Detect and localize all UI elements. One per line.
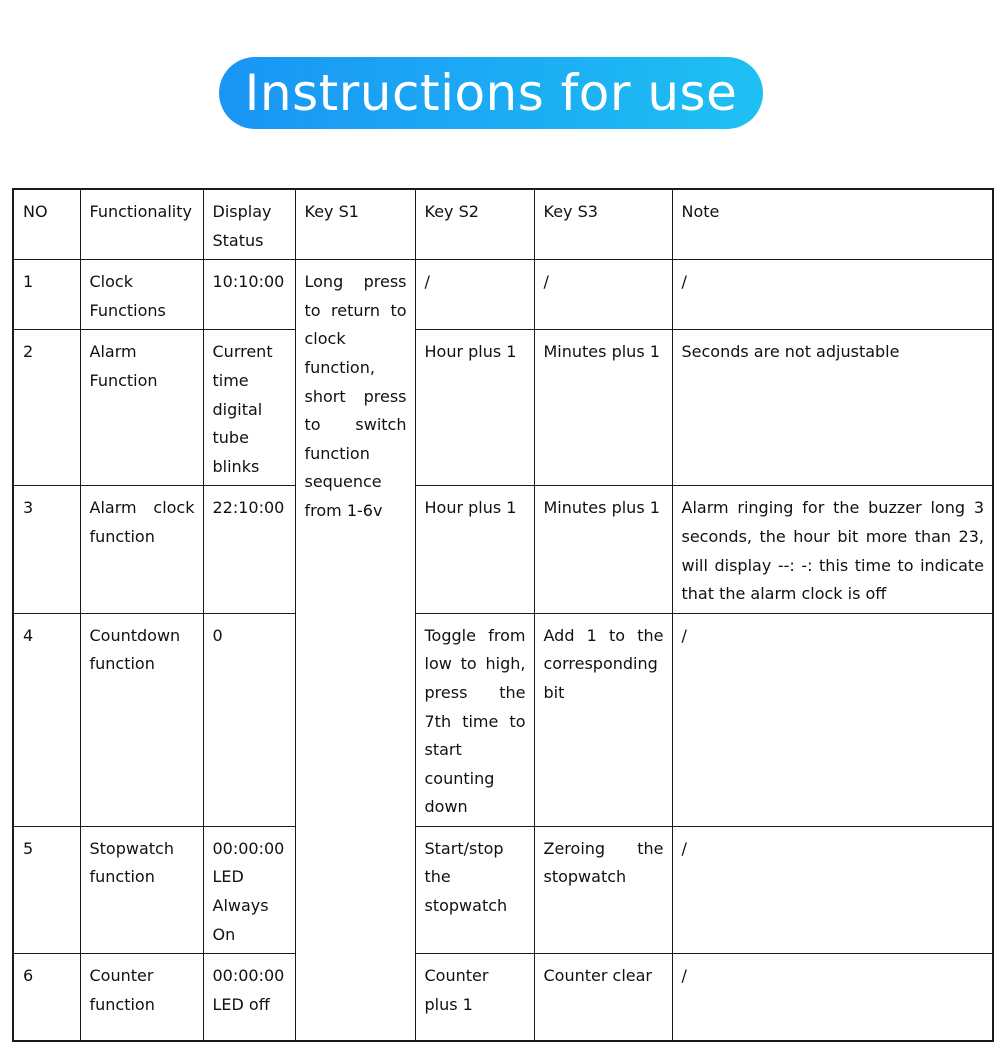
page-title: Instructions for use [244, 64, 738, 122]
cell-display-status: 00:00:00 LED Always On [203, 826, 295, 953]
header-functionality: Functionality [80, 189, 203, 260]
instructions-table [12, 188, 994, 1042]
cell-no: 2 [13, 330, 80, 486]
cell-key-s2: Toggle from low to high, press the 7th time to start counting down [415, 613, 534, 826]
cell-no: 3 [13, 486, 80, 613]
cell-note: Seconds are not adjustable [672, 330, 993, 486]
cell-note: / [672, 613, 993, 826]
cell-display-status: 10:10:00 [203, 260, 295, 330]
header-no: NO [13, 189, 80, 260]
cell-functionality: Counter function [80, 954, 203, 1041]
cell-functionality: Alarm Function [80, 330, 203, 486]
header-key-s3: Key S3 [534, 189, 672, 260]
cell-note: Alarm ringing for the buzzer long 3 seconds, the hour bit more than 23, will display --: -: this time to indicate that the alarm clock is off [672, 486, 993, 613]
cell-key-s2: Start/stop the stopwatch [415, 826, 534, 953]
header-key-s1: Key S1 [295, 189, 415, 260]
table-header-row [13, 189, 993, 260]
cell-key-s2: Hour plus 1 [415, 486, 534, 613]
cell-key-s1-merged: Long press to return to clock function, short press to switch function sequence from 1-6v [295, 260, 415, 1041]
header-display-status: Display Status [203, 189, 295, 260]
cell-functionality: Countdown function [80, 613, 203, 826]
table-row [13, 486, 993, 613]
cell-note: / [672, 826, 993, 953]
cell-no: 5 [13, 826, 80, 953]
cell-display-status: Current time digital tube blinks [203, 330, 295, 486]
cell-key-s3: Zeroing the stopwatch [534, 826, 672, 953]
cell-note: / [672, 260, 993, 330]
cell-display-status: 0 [203, 613, 295, 826]
cell-key-s3: Minutes plus 1 [534, 330, 672, 486]
table-row [13, 260, 993, 330]
cell-key-s2: Hour plus 1 [415, 330, 534, 486]
cell-key-s2: Counter plus 1 [415, 954, 534, 1041]
cell-functionality: Clock Functions [80, 260, 203, 330]
cell-key-s3: Add 1 to the corresponding bit [534, 613, 672, 826]
cell-display-status: 00:00:00 LED off [203, 954, 295, 1041]
cell-no: 1 [13, 260, 80, 330]
cell-key-s3: Counter clear [534, 954, 672, 1041]
cell-no: 6 [13, 954, 80, 1041]
table-row [13, 330, 993, 486]
cell-key-s3: / [534, 260, 672, 330]
cell-display-status: 22:10:00 [203, 486, 295, 613]
cell-key-s3: Minutes plus 1 [534, 486, 672, 613]
cell-key-s2: / [415, 260, 534, 330]
cell-no: 4 [13, 613, 80, 826]
cell-functionality: Alarm clock function [80, 486, 203, 613]
table-row [13, 613, 993, 826]
table-row [13, 826, 993, 953]
header-key-s2: Key S2 [415, 189, 534, 260]
header-note: Note [672, 189, 993, 260]
title-banner [219, 57, 763, 129]
cell-note: / [672, 954, 993, 1041]
table-row [13, 954, 993, 1041]
cell-functionality: Stopwatch function [80, 826, 203, 953]
